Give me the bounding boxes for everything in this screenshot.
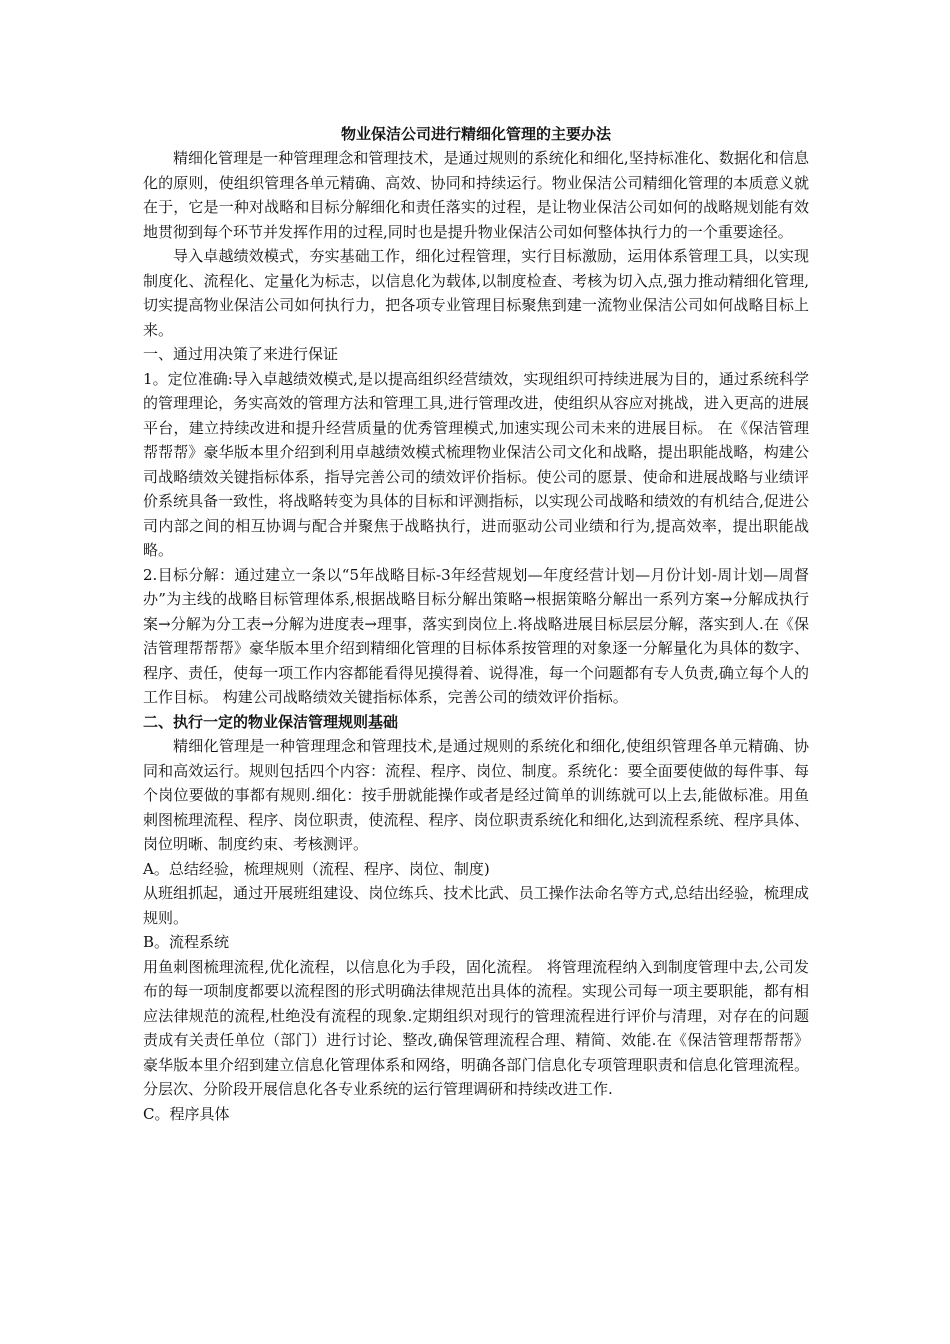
subheading-c: C。程序具体 (143, 1104, 230, 1123)
subheading-b: B。流程系统 (143, 933, 230, 951)
subsection-a-paragraph: 从班组抓起，通过开展班组建设、岗位练兵、技术比武、员工操作法命名等方式,总结出经验，梳理成规则。 (143, 884, 809, 927)
intro-paragraph: 精细化管理是一种管理理念和管理技术，是通过规则的系统化和细化,坚持标准化、数据化和信息化的原则，使组织管理各单元精确、高效、协同和持续运行。物业保洁公司精细化管理的本质意义就在于，它是一种对战略和目标分解细化和责任落实的过程，是让物业保洁公司如何的战略规划能有效地贯彻到每个环节并发挥作用的过程,同时也是提升物业保洁公司如何整体执行力的一个重要途径。 (143, 149, 809, 241)
section-heading-1: 一、通过用决策了来进行保证 (143, 345, 339, 363)
approach-paragraph: 导入卓越绩效模式，夯实基础工作，细化过程管理，实行目标激励，运用体系管理工具，以实现制度化、流程化、定量化为标志，以信息化为载体,以制度检查、考核为切入点,强力推动精细化管理,切实提高物业保洁公司如何执行力，把各项专业管理目标聚焦到建一流物业保洁公司如何战略目标上来。 (143, 247, 809, 339)
goal-decomposition-paragraph: 2.目标分解：通过建立一条以“5年战略目标-3年经营规划—年度经营计划—月份计划-周计划—周督办”为主线的战略目标管理体系,根据战略目标分解出策略→根据策略分解出一系列方案→分解成执行案→分解为分工表→分解为进度表→理事，落实到岗位上.将战略进展目标层层分解，落实到人.在《保洁管理帮帮帮》豪华版本里介绍到精细化管理的目标体系按管理的对象逐一分解量化为具体的数字、程序、责任，使每一项工作内容都能看得见摸得着、说得准，每一个问题都有专人负责,确立每个人的工作目标。 构建公司战略绩效关键指标体系，完善公司的绩效评价指标。 (143, 565, 809, 706)
subsection-b-paragraph: 用鱼刺图梳理流程,优化流程，以信息化为手段，固化流程。 将管理流程纳入到制度管理中去,公司发布的每一项制度都要以流程图的形式明确法律规范出具体的流程。实现公司每一项主要职能，都有相应法律规范的流程,杜绝没有流程的现象.定期组织对现行的管理流程进行评价与清理，对存在的问题责成有关责任单位（部门）进行讨论、整改,确保管理流程合理、精简、效能.在《保洁管理帮帮帮》豪华版本里介绍到建立信息化管理体系和网络，明确各部门信息化专项管理职责和信息化管理流程。分层次、分阶段开展信息化各专业系统的运行管理调研和持续改进工作. (143, 957, 809, 1098)
subheading-a: A。总结经验，梳理规则（流程、程序、岗位、制度) (143, 859, 490, 878)
document-page (143, 122, 809, 1126)
rules-paragraph: 精细化管理是一种管理理念和管理技术,是通过规则的系统化和细化,使组织管理各单元精确、协同和高效运行。规则包括四个内容：流程、程序、岗位、制度。系统化：要全面要使做的每件事、每个岗位要做的事都有规则.细化：按手册就能操作或者是经过简单的训练就可以上去,能做标准。用鱼刺图梳理流程、程序、岗位职责，使流程、程序、岗位职责系统化和细化,达到流程系统、程序具体、岗位明晰、制度约束、考核测评。 (143, 737, 809, 853)
section-heading-2: 二、执行一定的物业保洁管理规则基础 (143, 712, 399, 731)
document-title: 物业保洁公司进行精细化管理的主要办法 (340, 125, 611, 143)
positioning-paragraph: 1。定位准确:导入卓越绩效模式,是以提高组织经营绩效，实现组织可持续进展为目的，通过系统科学的管理理论，务实高效的管理方法和管理工具,进行管理改进，使组织从容应对挑战，进入更高的进展平台，建立持续改进和提升经营质量的优秀管理模式,加速实现公司未来的进展目标。 在《保洁管理帮帮帮》豪华版本里介绍到利用卓越绩效模式梳理物业保洁公司文化和战略，提出职能战略，构建公司战略绩效关键指标体系，指导完善公司的绩效评价指标。使公司的愿景、使命和进展战略与业绩评价系统具备一致性，将战略转变为具体的目标和评测指标，以实现公司战略和绩效的有机结合,促进公司内部之间的相互协调与配合并聚焦于战略执行，进而驱动公司业绩和行为,提高效率，提出职能战略。 (143, 369, 809, 559)
